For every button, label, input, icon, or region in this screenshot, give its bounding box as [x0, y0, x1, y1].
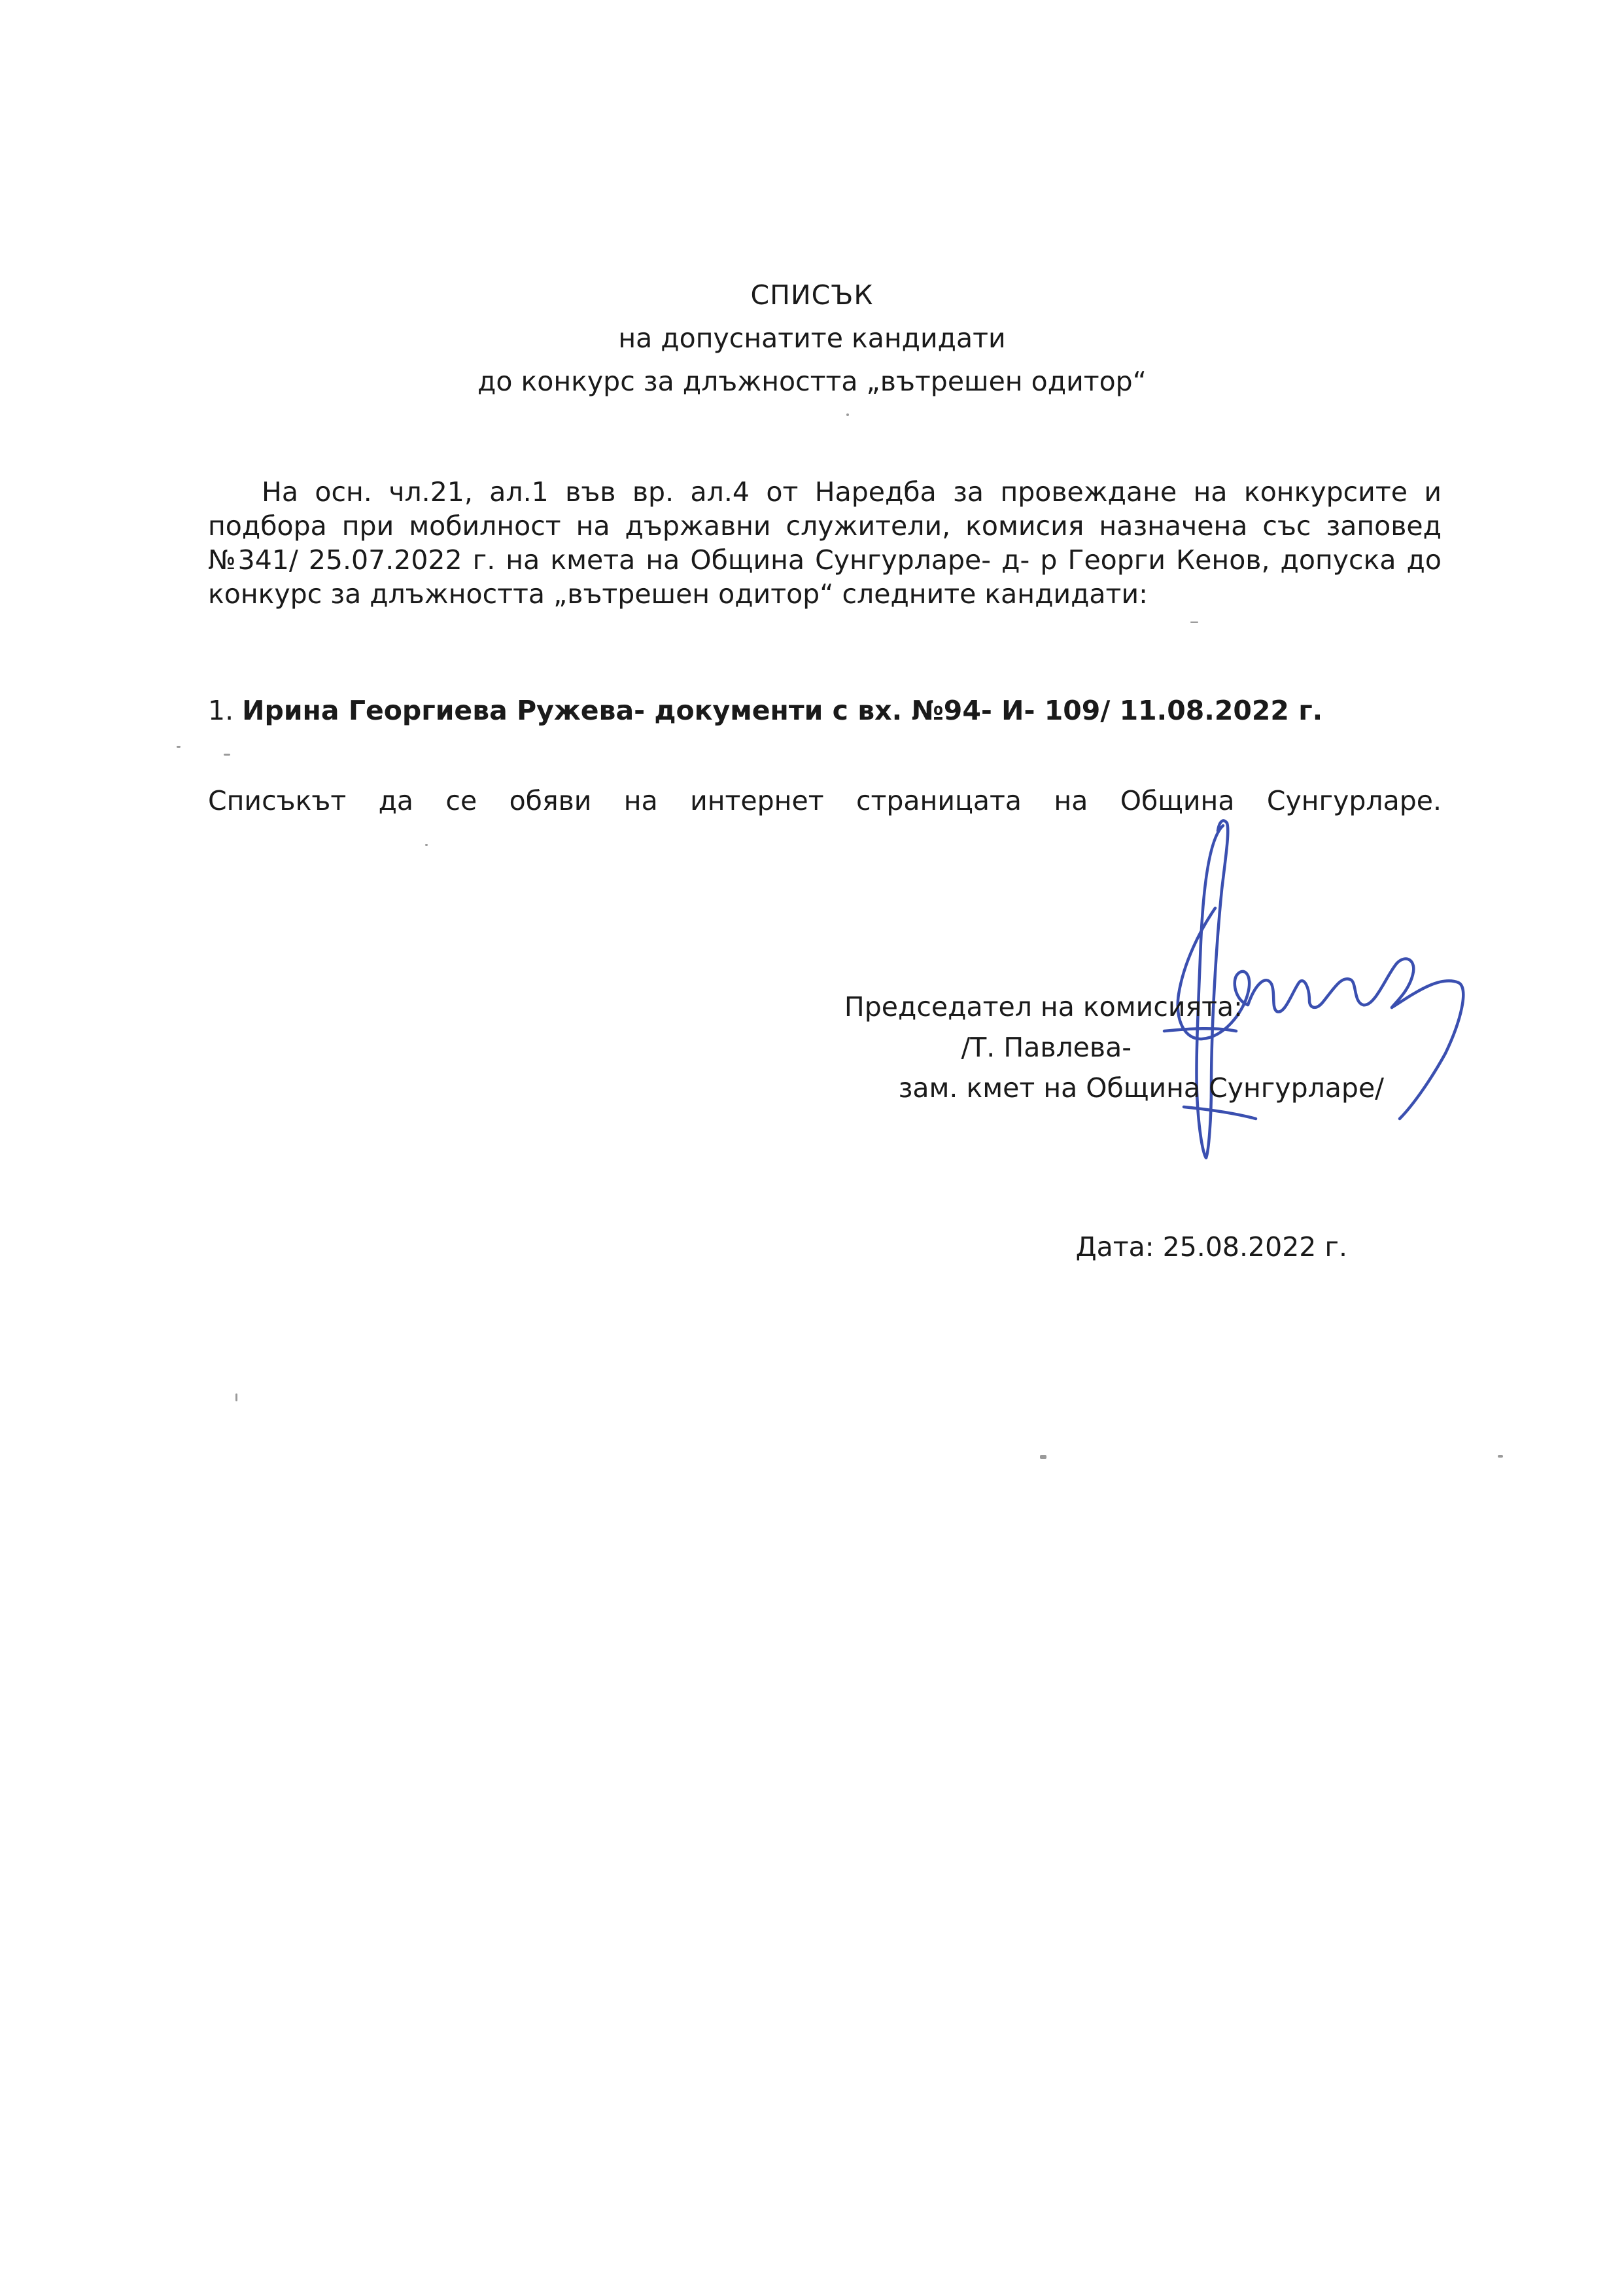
signatory-role: Председател на комисията:: [844, 991, 1243, 1023]
scan-speck: [1498, 1455, 1503, 1458]
scan-speck: [1190, 622, 1198, 623]
candidate-list-item: [208, 691, 1451, 730]
scan-speck: [425, 844, 428, 846]
document-header: [0, 273, 1624, 403]
announcement-text: Списъкът да се обяви на интернет страницата на Община Сунгурларе.: [208, 785, 1442, 816]
document-date: Дата: 25.08.2022 г.: [1075, 1231, 1347, 1263]
scan-speck: [1040, 1455, 1046, 1459]
scan-speck: [177, 746, 181, 748]
document-subtitle-line1: на допуснатите кандидати: [618, 323, 1006, 354]
body-paragraph: На осн. чл.21, ал.1 във вр. ал.4 от Наредба за провеждане на конкурсите и подбора при мобилност на държавни служители, комисия назначена със заповед №341/ 25.07.2022 г. на кмета на Община Сунгурларе- д- р Георги Кенов, допуска до конкурс за длъжността „вътрешен одитор“ следните кандидати:: [208, 476, 1442, 610]
candidate-number: 1.: [208, 695, 234, 726]
signatory-block: [719, 987, 1384, 1108]
candidate-entry: Ирина Георгиева Ружева- документи с вх. №94- И- 109/ 11.08.2022 г.: [242, 695, 1323, 726]
scan-speck: [224, 754, 230, 756]
scan-speck: [846, 413, 849, 416]
signatory-name: /Т. Павлева-: [961, 1032, 1132, 1063]
signatory-position: зам. кмет на Община Сунгурларе/: [898, 1072, 1384, 1104]
scan-speck: [235, 1393, 237, 1401]
document-title: СПИСЪК: [750, 279, 874, 311]
document-subtitle-line2: до конкурс за длъжността „вътрешен одитор“: [477, 366, 1147, 397]
